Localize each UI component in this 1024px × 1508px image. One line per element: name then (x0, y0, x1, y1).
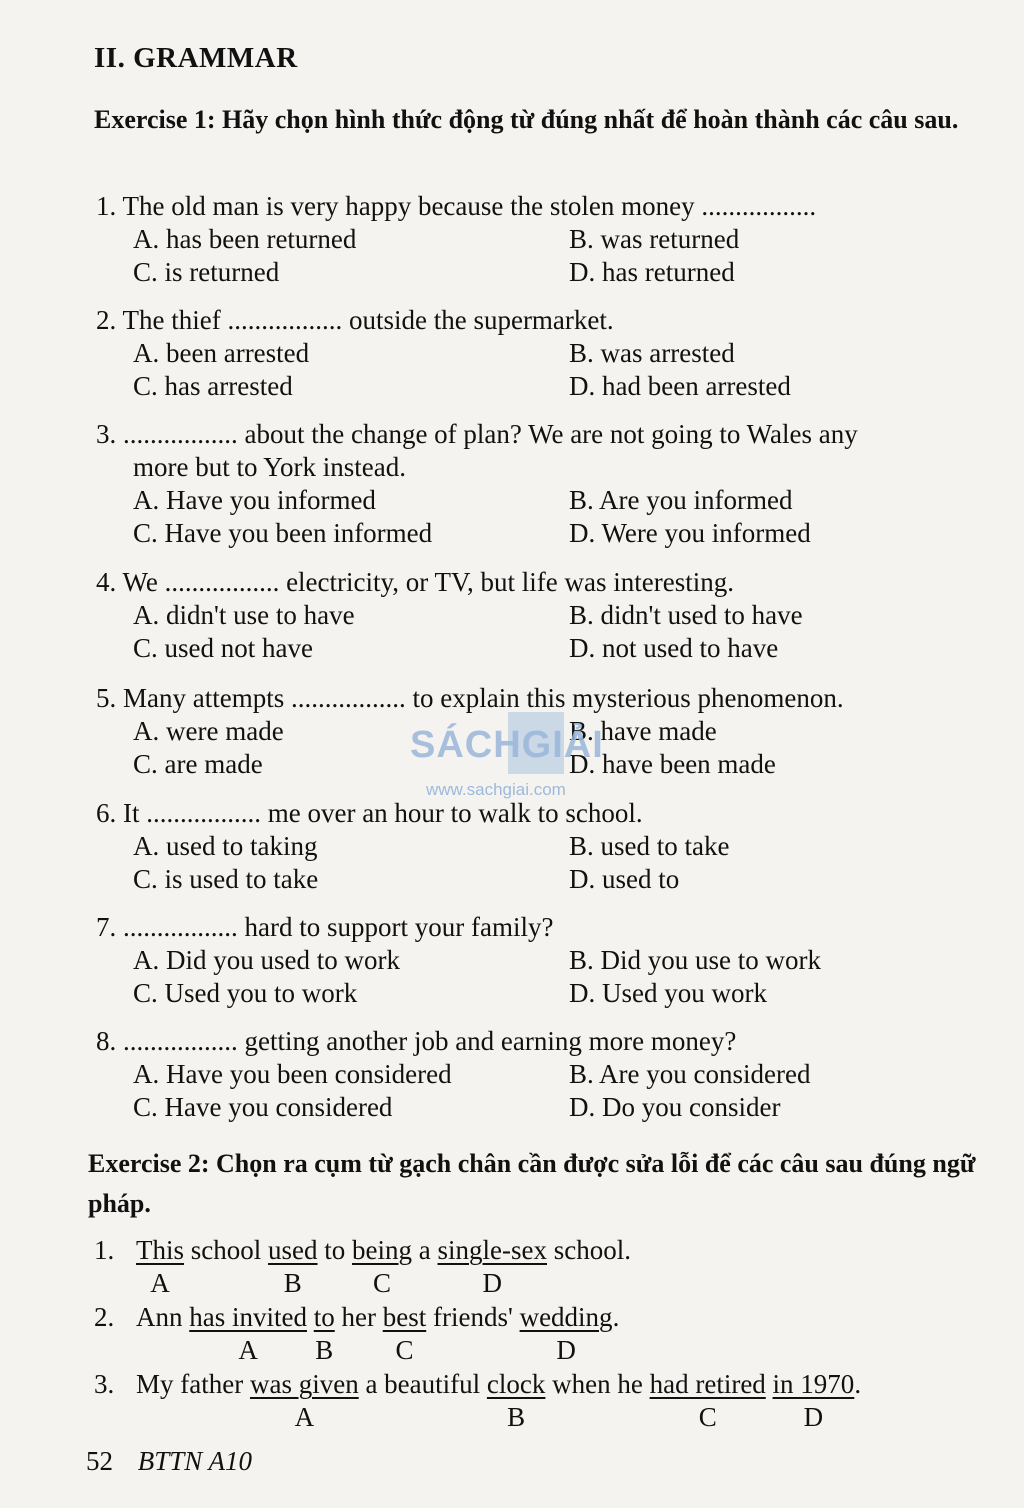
option-a: A. used to taking (133, 831, 318, 861)
underlined-phrase: being (352, 1235, 413, 1265)
sentence-text: a (412, 1235, 438, 1265)
question-8 (96, 1025, 956, 1124)
option-c: C. is returned (133, 257, 280, 287)
option-a: A. Have you been considered (133, 1059, 452, 1089)
exercise2-title: Exercise 2: Chọn ra cụm từ gạch chân cần được sửa lỗi để các câu sau đúng ngữ pháp. (88, 1149, 976, 1218)
option-letter: D (556, 1335, 576, 1365)
option-d: D. not used to have (569, 633, 779, 663)
exercise1-title: Exercise 1: Hãy chọn hình thức động từ đúng nhất để hoàn thành các câu sau. (94, 105, 959, 134)
sentence-text: . (854, 1369, 862, 1399)
watermark-brand: SÁCHGIẢI (410, 724, 604, 766)
answer-options (96, 599, 956, 665)
option-b: B. was arrested (569, 338, 735, 368)
option-letter: D (482, 1268, 502, 1298)
underlined-phrase: to (313, 1302, 335, 1332)
option-letter: A (238, 1335, 258, 1365)
option-b: B. have made (569, 716, 717, 746)
item-number: 3. (94, 1369, 115, 1399)
option-a: A. has been returned (133, 224, 357, 254)
option-letter: B (283, 1268, 302, 1298)
sentence-text: school (184, 1235, 269, 1265)
item-number: 2. (94, 1302, 115, 1332)
underlined-phrase: was given (249, 1369, 359, 1399)
question-stem: 5. Many attempts ................. to explain this mysterious phenomenon. (96, 683, 844, 713)
answer-options (96, 337, 956, 403)
sentence-text (766, 1369, 773, 1399)
answer-options (96, 830, 956, 896)
option-letter: B (507, 1402, 526, 1432)
sentence-text: school. (547, 1235, 631, 1265)
underlined-phrase: used (268, 1235, 318, 1265)
option-c: C. are made (133, 749, 263, 779)
underlined-phrase: clock (486, 1369, 546, 1399)
option-a: A. were made (133, 716, 284, 746)
answer-options (96, 223, 956, 289)
item-sentence (136, 1368, 861, 1401)
option-b: B. Are you informed (569, 485, 793, 515)
question-4 (96, 566, 956, 665)
sentence-text (307, 1302, 314, 1332)
option-d: D. has returned (569, 257, 735, 287)
question-stem: 1. The old man is very happy because the stolen money ................. (96, 191, 817, 221)
item-sentence (136, 1301, 619, 1334)
option-a: A. been arrested (133, 338, 310, 368)
option-a: A. Did you used to work (133, 945, 400, 975)
underlined-phrase: This (136, 1235, 185, 1265)
question-1 (96, 190, 956, 289)
question-3 (96, 418, 956, 550)
question-stem-continued: more but to York instead. (133, 452, 406, 482)
item-number: 1. (94, 1235, 115, 1265)
option-b: B. Are you considered (569, 1059, 811, 1089)
sentence-text: a beautiful (358, 1369, 487, 1399)
option-c: C. used not have (133, 633, 313, 663)
page-footer (86, 1446, 252, 1477)
option-a: A. didn't use to have (133, 600, 355, 630)
option-b: B. Did you use to work (569, 945, 821, 975)
option-c: C. has arrested (133, 371, 293, 401)
option-letter: D (803, 1402, 824, 1432)
option-letter: A (150, 1268, 170, 1298)
watermark-logo (410, 706, 610, 802)
sentence-text: My father (136, 1369, 250, 1399)
option-c: C. Have you considered (133, 1092, 393, 1122)
question-stem: 4. We ................. electricity, or TV, but life was interesting. (96, 567, 734, 597)
sentence-text: friends' (426, 1302, 520, 1332)
watermark-url: www.sachgiai.com (426, 780, 566, 799)
question-stem: 2. The thief ................. outside the supermarket. (96, 305, 614, 335)
option-d: D. have been made (569, 749, 776, 779)
option-c: C. is used to take (133, 864, 319, 894)
question-stem: 3. ................. about the change of plan? We are not going to Wales any (96, 419, 858, 449)
option-b: B. didn't used to have (569, 600, 803, 630)
error-item (94, 1234, 994, 1300)
underlined-phrase: in 1970 (772, 1369, 855, 1399)
question-stem: 8. ................. getting another job and earning more money? (96, 1026, 737, 1056)
answer-options (96, 484, 956, 550)
page-number: 52 (86, 1446, 113, 1476)
option-c: C. Have you been informed (133, 518, 433, 548)
option-letter: C (373, 1268, 392, 1298)
error-item (94, 1301, 994, 1367)
option-d: D. Were you informed (569, 518, 811, 548)
underlined-phrase: had retired (649, 1369, 766, 1399)
option-letter: B (315, 1335, 334, 1365)
answer-options (96, 1058, 956, 1124)
option-d: D. had been arrested (569, 371, 791, 401)
error-item (94, 1368, 994, 1434)
book-title: BTTN A10 (137, 1446, 253, 1476)
sentence-text: to (317, 1235, 353, 1265)
sentence-text: her (334, 1302, 383, 1332)
option-letter: C (395, 1335, 414, 1365)
question-2 (96, 304, 956, 403)
option-d: D. Do you consider (569, 1092, 781, 1122)
underlined-phrase: wedding (519, 1302, 613, 1332)
answer-options (96, 944, 956, 1010)
option-d: D. Used you work (569, 978, 767, 1008)
option-d: D. used to (569, 864, 680, 894)
option-b: B. was returned (569, 224, 740, 254)
sentence-text: . (612, 1302, 620, 1332)
item-sentence (136, 1234, 631, 1267)
option-letter: A (294, 1402, 315, 1432)
question-7 (96, 911, 956, 1010)
sentence-text: Ann (136, 1302, 190, 1332)
option-b: B. used to take (569, 831, 730, 861)
underlined-phrase: has invited (189, 1302, 307, 1332)
underlined-phrase: single-sex (437, 1235, 547, 1265)
option-letter: C (698, 1402, 717, 1432)
underlined-phrase: best (382, 1302, 427, 1332)
option-a: A. Have you informed (133, 485, 376, 515)
question-stem: 6. It ................. me over an hour to walk to school. (96, 798, 643, 828)
option-c: C. Used you to work (133, 978, 358, 1008)
section-heading: II. GRAMMAR (94, 42, 298, 74)
sentence-text: when he (545, 1369, 650, 1399)
question-stem: 7. ................. hard to support your family? (96, 912, 554, 942)
question-6 (96, 797, 956, 896)
